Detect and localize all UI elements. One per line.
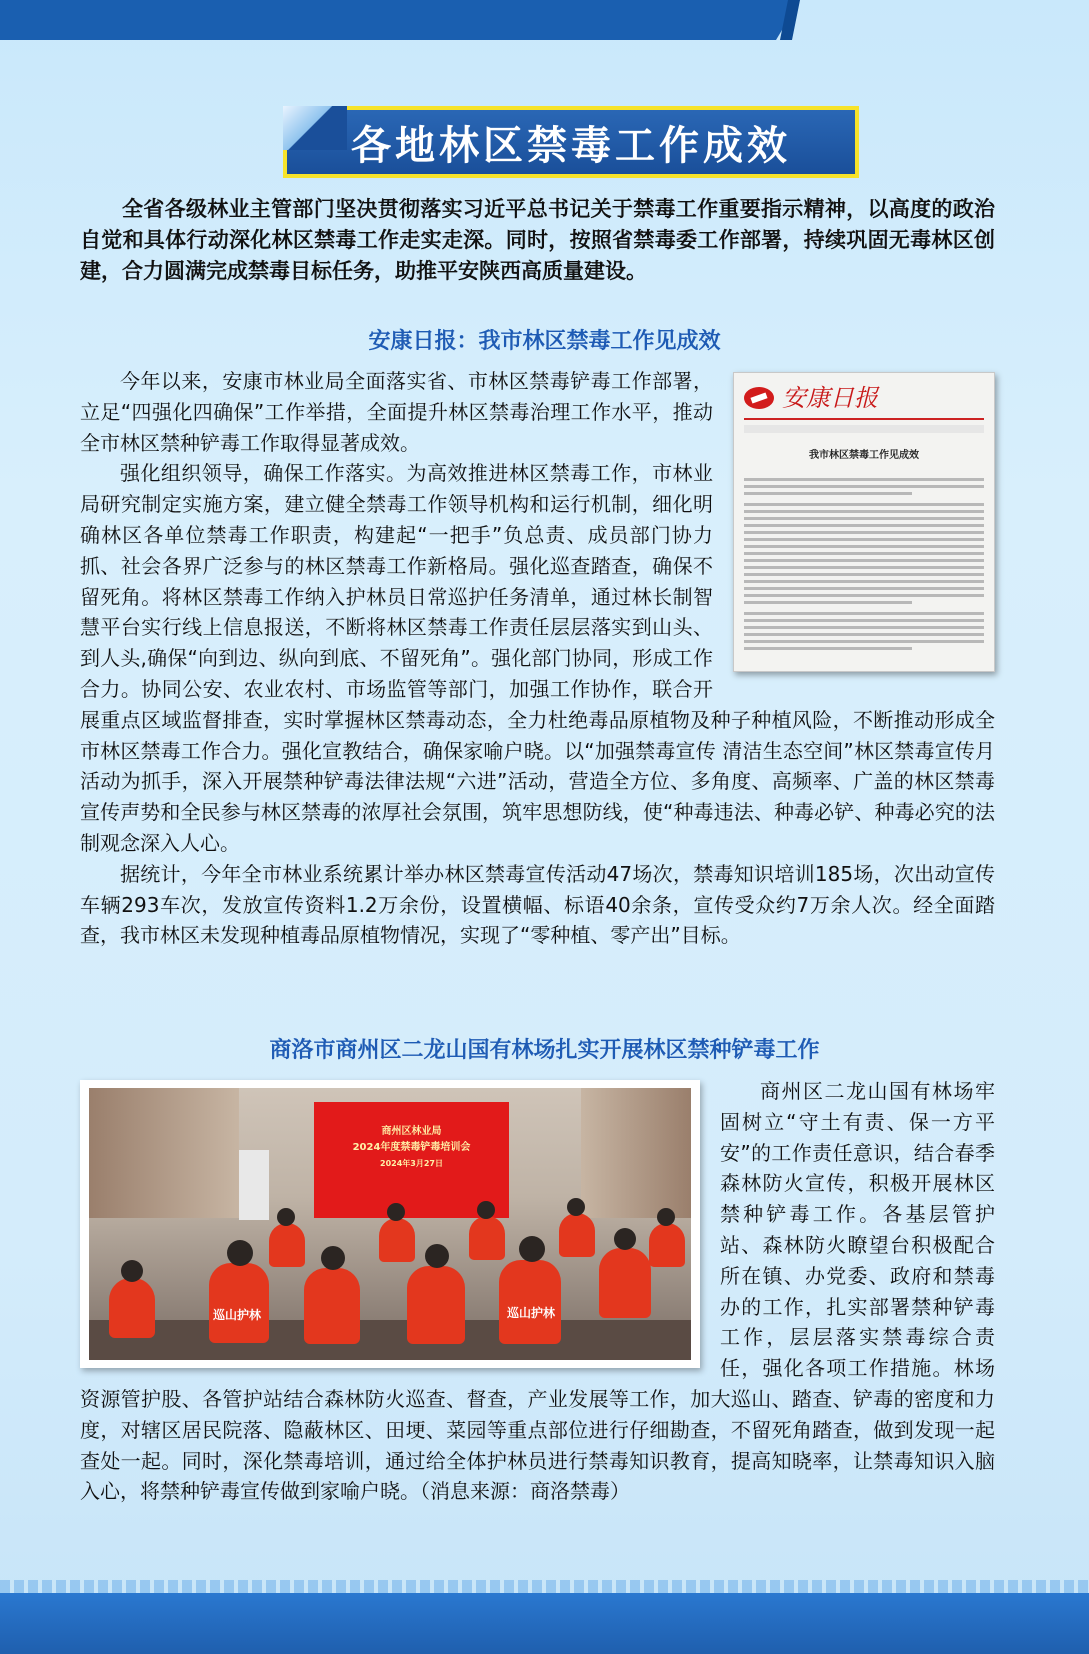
vest-label: 巡山护林 [213,1308,262,1322]
newspaper-nav-bar [744,425,984,433]
vest-label: 巡山护林 [507,1306,556,1320]
air-conditioner-icon [239,1150,269,1220]
page-curl-icon [283,106,347,150]
page-title: 各地林区禁毒工作成效 [351,122,791,169]
photo-banner-line: 商州区林业局 [381,1126,442,1137]
section1-paragraph: 今年以来，安康市林业局全面落实省、市林区禁毒铲毒工作部署，立足“四强化四确保”工作举措，全面提升林区禁毒治理工作水平，推动全市林区禁种铲毒工作取得显著成效。 [80,369,713,455]
section1-paragraph: 据统计，今年全市林业系统累计举办林区禁毒宣传活动47场次，禁毒知识培训185场，次出动宣传车辆293车次，发放宣传资料1.2万余份，设置横幅、标语40余条，宣传受众约7万余人次。经全面踏查，我市林区未发现种植毒品原植物情况，实现了“零种植、零产出”目标。 [80,861,995,948]
newspaper-text-lines [744,478,984,650]
newspaper-header [744,383,984,420]
newspaper-headline: 我市林区禁毒工作见成效 [809,449,919,461]
page-title-box [283,106,859,178]
section1-body [80,366,995,951]
photo-banner-line: 2024年度禁毒铲毒培训会 [352,1142,471,1153]
section1-title: 安康日报：我市林区禁毒工作见成效 [368,329,721,354]
training-photo-frame [80,1080,700,1368]
section1-paragraph: 强化组织领导，确保工作落实。为高效推进林区禁毒工作，市林业局研究制定实施方案，建立健全禁毒工作领导机构和运行机制，细化明确林区各单位禁毒工作职责，构建起“一把手”负总责、成员部门协力抓、社会各界广泛参与的林区禁毒工作新格局。强化巡查踏查，确保不留死角。将林区禁毒工作纳入护林员日常巡护任务清单，通过林长制智慧平台实行线上信息报送，不断将林区禁毒工作责任层层落实到山头、到人头,确保“向到边、纵向到底、不留死角”。强化部门协同，形成工作合力。协同公安、农业农村、市场监管等部门，加强工作协作，联合开展重点区域监督排查，实时掌握林区禁毒动态，全力杜绝毒品原植物及种子种植风险，不断推动形成全市林区禁毒工作合力。强化宣教结合，确保家喻户晓。以“加强禁毒宣传 清洁生态空间”林区禁毒宣传月活动为抓手，深入开展禁种铲毒法律法规“六进”活动，营造全方位、多角度、高频率、广盖的林区禁毒宣传声势和全民参与林区禁毒的浓厚社会氛围，筑牢思想防线，使“种毒违法、种毒必铲、种毒必究的法制观念深入人心。 [80,461,995,855]
photo-banner [314,1102,509,1218]
newspaper-clipping [733,372,995,672]
training-photo [89,1088,691,1360]
section2-body [80,1076,995,1507]
intro-paragraph: 全省各级林业主管部门坚决贯彻落实习近平总书记关于禁毒工作重要指示精神，以高度的政治自觉和具体行动深化林区禁毒工作走实走深。同时，按照省禁毒委工作部署，持续巩固无毒林区创建，合力圆满完成禁毒目标任务，助推平安陕西高质量建设。 [80,197,995,283]
photo-banner-line: 2024年3月27日 [380,1159,443,1168]
newspaper-name: 安康日报 [782,384,878,412]
section2-title: 商洛市商州区二龙山国有林场扎实开展林区禁种铲毒工作 [269,1038,820,1063]
newspaper-logo-icon [744,387,774,409]
bottom-decor-band [0,1593,1089,1654]
section2-paragraph: 商州区二龙山国有林场牢固树立“守土有责、保一方平安”的工作责任意识，结合春季森林防火宣传，积极开展林区禁种铲毒工作。各基层管护站、森林防火瞭望台积极配合所在镇、办党委、政府和禁毒办的工作，扎实部署禁种铲毒工作，层层落实禁毒综合责任，强化各项工作措施。林场资源管护股、各管护站结合森林防火巡查、督查，产业发展等工作，加大巡山、踏查、铲毒的密度和力度，对辖区居民院落、隐蔽林区、田埂、菜园等重点部位进行仔细勘查，不留死角踏查，做到发现一起查处一起。同时，深化禁毒培训，通过给全体护林员进行禁毒知识教育，提高知晓率，让禁毒知识入脑入心，将禁种铲毒宣传做到家喻户晓。（消息来源：商洛禁毒） [80,1079,995,1504]
top-decor-bar [0,0,800,40]
